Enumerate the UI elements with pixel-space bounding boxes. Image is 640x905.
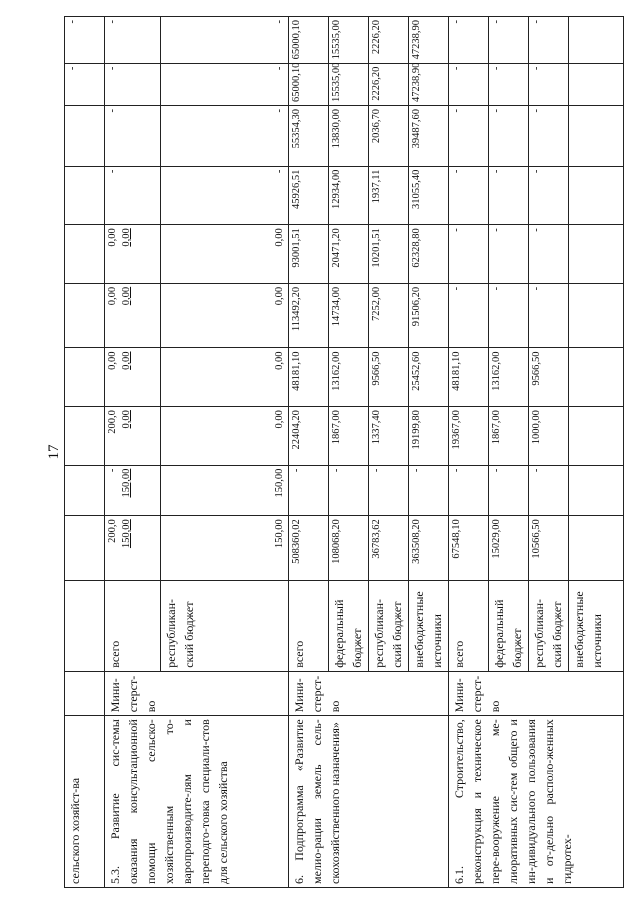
value-cell: - bbox=[489, 225, 529, 284]
value-cell bbox=[65, 407, 105, 466]
value-cell: - bbox=[489, 17, 529, 64]
value-cell: - bbox=[161, 17, 289, 64]
table-row bbox=[289, 17, 329, 888]
value-cell: - bbox=[409, 465, 449, 516]
value-cell: 1867,00 bbox=[489, 407, 529, 466]
value-cell: - bbox=[489, 166, 529, 225]
value-cell: 1000,00 bbox=[529, 407, 569, 466]
value-cell: - bbox=[489, 63, 529, 105]
value-cell: 91506,20 bbox=[409, 283, 449, 348]
value-cell bbox=[65, 465, 105, 516]
value-cell: 67548,10 bbox=[449, 516, 489, 581]
value-cell: - bbox=[161, 106, 289, 167]
funding-source-cell: республикан-ский бюджет bbox=[369, 580, 409, 671]
value-cell: 47238,90 bbox=[409, 17, 449, 64]
value-cell: 0,00 0,00 bbox=[105, 348, 161, 407]
value-cell: 200,0 150,00 bbox=[105, 516, 161, 581]
value-cell: - bbox=[449, 106, 489, 167]
value-cell: 0,00 bbox=[161, 283, 289, 348]
value-cell bbox=[65, 166, 105, 225]
value-cell bbox=[569, 106, 624, 167]
value-cell: - bbox=[105, 17, 161, 64]
value-cell: 39487,60 bbox=[409, 106, 449, 167]
value-cell: 62328,80 bbox=[409, 225, 449, 284]
executor-cell: Мини-стерст-во bbox=[105, 671, 289, 715]
value-cell: 150,00 bbox=[161, 516, 289, 581]
value-cell: 55354,30 bbox=[289, 106, 329, 167]
value-cell bbox=[569, 407, 624, 466]
value-cell: 13162,00 bbox=[329, 348, 369, 407]
value-cell: 22404,20 bbox=[289, 407, 329, 466]
value-cell bbox=[65, 516, 105, 581]
value-cell bbox=[65, 106, 105, 167]
funding-source-cell: республикан-ский бюджет bbox=[529, 580, 569, 671]
value-cell: 65000,10 bbox=[289, 17, 329, 64]
value-cell: - bbox=[529, 225, 569, 284]
value-cell: - bbox=[329, 465, 369, 516]
value-cell: 0,00 0,00 bbox=[105, 225, 161, 284]
table-row bbox=[449, 17, 489, 888]
value-cell bbox=[569, 348, 624, 407]
executor-cell bbox=[65, 671, 105, 715]
value-cell: 0,00 bbox=[161, 407, 289, 466]
value-cell: - bbox=[449, 166, 489, 225]
table-row bbox=[65, 17, 105, 888]
document-page bbox=[64, 16, 624, 888]
value-cell: - bbox=[105, 63, 161, 105]
value-cell: 0,00 bbox=[161, 348, 289, 407]
value-cell: 20471,20 bbox=[329, 225, 369, 284]
measure-name-cell: 6.1. Строительство, реконструкция и техническое пере-вооружение ме-лиоративных сис-тем общего и ин-дивидуального пользования и от-дельно располо-женных гидротех- bbox=[449, 716, 624, 888]
value-cell bbox=[569, 63, 624, 105]
measure-name-cell: 5.3. Развитие сис-темы оказания консультационной помощи сельско-хозяйственным то-варопроизводите-лям и переподго-товка специали-стов для сельского хозяйства bbox=[105, 716, 289, 888]
value-cell: 48181,10 bbox=[289, 348, 329, 407]
value-cell: 25452,60 bbox=[409, 348, 449, 407]
value-cell: 47238,90 bbox=[409, 63, 449, 105]
value-cell bbox=[569, 17, 624, 64]
value-cell: 2226,20 bbox=[369, 63, 409, 105]
value-cell: 10566,50 bbox=[529, 516, 569, 581]
value-cell: 13162,00 bbox=[489, 348, 529, 407]
value-cell: 0,00 0,00 bbox=[105, 283, 161, 348]
value-cell: 13830,00 bbox=[329, 106, 369, 167]
value-cell: 2036,70 bbox=[369, 106, 409, 167]
funding-source-cell: республикан-ский бюджет bbox=[161, 580, 289, 671]
budget-table bbox=[64, 16, 624, 888]
rotated-table-container bbox=[64, 16, 624, 888]
value-cell: - bbox=[65, 63, 105, 105]
value-cell: - bbox=[529, 17, 569, 64]
value-cell: 36783,62 bbox=[369, 516, 409, 581]
funding-source-cell: всего bbox=[289, 580, 329, 671]
funding-source-cell: внебюджетные источники bbox=[569, 580, 624, 671]
value-cell: 19367,00 bbox=[449, 407, 489, 466]
value-cell: - bbox=[449, 465, 489, 516]
value-cell bbox=[569, 225, 624, 284]
value-cell: - bbox=[65, 17, 105, 64]
value-cell: - bbox=[529, 283, 569, 348]
value-cell: - bbox=[489, 283, 529, 348]
value-cell: - bbox=[529, 106, 569, 167]
value-cell: 15029,00 bbox=[489, 516, 529, 581]
value-cell: - bbox=[369, 465, 409, 516]
value-cell: 1867,00 bbox=[329, 407, 369, 466]
value-cell: 363508,20 bbox=[409, 516, 449, 581]
value-cell: - bbox=[529, 166, 569, 225]
value-cell: 48181,10 bbox=[449, 348, 489, 407]
value-cell: - bbox=[489, 465, 529, 516]
funding-source-cell: федеральный бюджет bbox=[329, 580, 369, 671]
value-cell: 9566,50 bbox=[529, 348, 569, 407]
value-cell: 14734,00 bbox=[329, 283, 369, 348]
value-cell: - bbox=[449, 63, 489, 105]
value-cell: 2226,20 bbox=[369, 17, 409, 64]
value-cell: - bbox=[529, 63, 569, 105]
value-cell: 9566,50 bbox=[369, 348, 409, 407]
value-cell bbox=[569, 283, 624, 348]
funding-source-cell: федеральный бюджет bbox=[489, 580, 529, 671]
value-cell: - bbox=[449, 225, 489, 284]
value-cell: 113492,20 bbox=[289, 283, 329, 348]
value-cell: - bbox=[161, 63, 289, 105]
funding-source-cell: всего bbox=[449, 580, 489, 671]
measure-name-cell: 6. Подпрограмма «Развитие мелио-рации земель сель-скохозяйственного назначения» bbox=[289, 716, 449, 888]
value-cell: - bbox=[289, 465, 329, 516]
value-cell: 65000,10 bbox=[289, 63, 329, 105]
value-cell: 93001,51 bbox=[289, 225, 329, 284]
value-cell: 200,0 0,00 bbox=[105, 407, 161, 466]
value-cell: - bbox=[161, 166, 289, 225]
value-cell: - bbox=[449, 17, 489, 64]
value-cell: 1937,11 bbox=[369, 166, 409, 225]
value-cell bbox=[569, 465, 624, 516]
value-cell bbox=[569, 516, 624, 581]
value-cell: 0,00 bbox=[161, 225, 289, 284]
funding-source-cell: внебюджетные источники bbox=[409, 580, 449, 671]
value-cell: - bbox=[105, 106, 161, 167]
value-cell: 15535,00 bbox=[329, 17, 369, 64]
executor-cell: Мини-стерст-во bbox=[289, 671, 449, 715]
value-cell: 7252,00 bbox=[369, 283, 409, 348]
value-cell: 12934,00 bbox=[329, 166, 369, 225]
value-cell: - bbox=[449, 283, 489, 348]
value-cell: 1337,40 bbox=[369, 407, 409, 466]
value-cell bbox=[65, 348, 105, 407]
value-cell: - bbox=[529, 465, 569, 516]
value-cell: - bbox=[489, 106, 529, 167]
value-cell bbox=[65, 225, 105, 284]
value-cell bbox=[65, 283, 105, 348]
value-cell: 45926,51 bbox=[289, 166, 329, 225]
table-row bbox=[105, 17, 161, 888]
value-cell: 150,00 bbox=[161, 465, 289, 516]
value-cell: 15535,00 bbox=[329, 63, 369, 105]
funding-source-cell: всего bbox=[105, 580, 161, 671]
page-number: 17 bbox=[46, 444, 62, 460]
value-cell bbox=[569, 166, 624, 225]
value-cell: 108068,20 bbox=[329, 516, 369, 581]
value-cell: - 150,00 bbox=[105, 465, 161, 516]
executor-cell: Мини-стерст-во bbox=[449, 671, 624, 715]
value-cell: 19199,80 bbox=[409, 407, 449, 466]
value-cell: 10201,51 bbox=[369, 225, 409, 284]
value-cell: 31055,40 bbox=[409, 166, 449, 225]
measure-name-cell: сельского хозяйст-ва bbox=[65, 716, 105, 888]
value-cell: - bbox=[105, 166, 161, 225]
funding-source-cell bbox=[65, 580, 105, 671]
value-cell: 508360,02 bbox=[289, 516, 329, 581]
